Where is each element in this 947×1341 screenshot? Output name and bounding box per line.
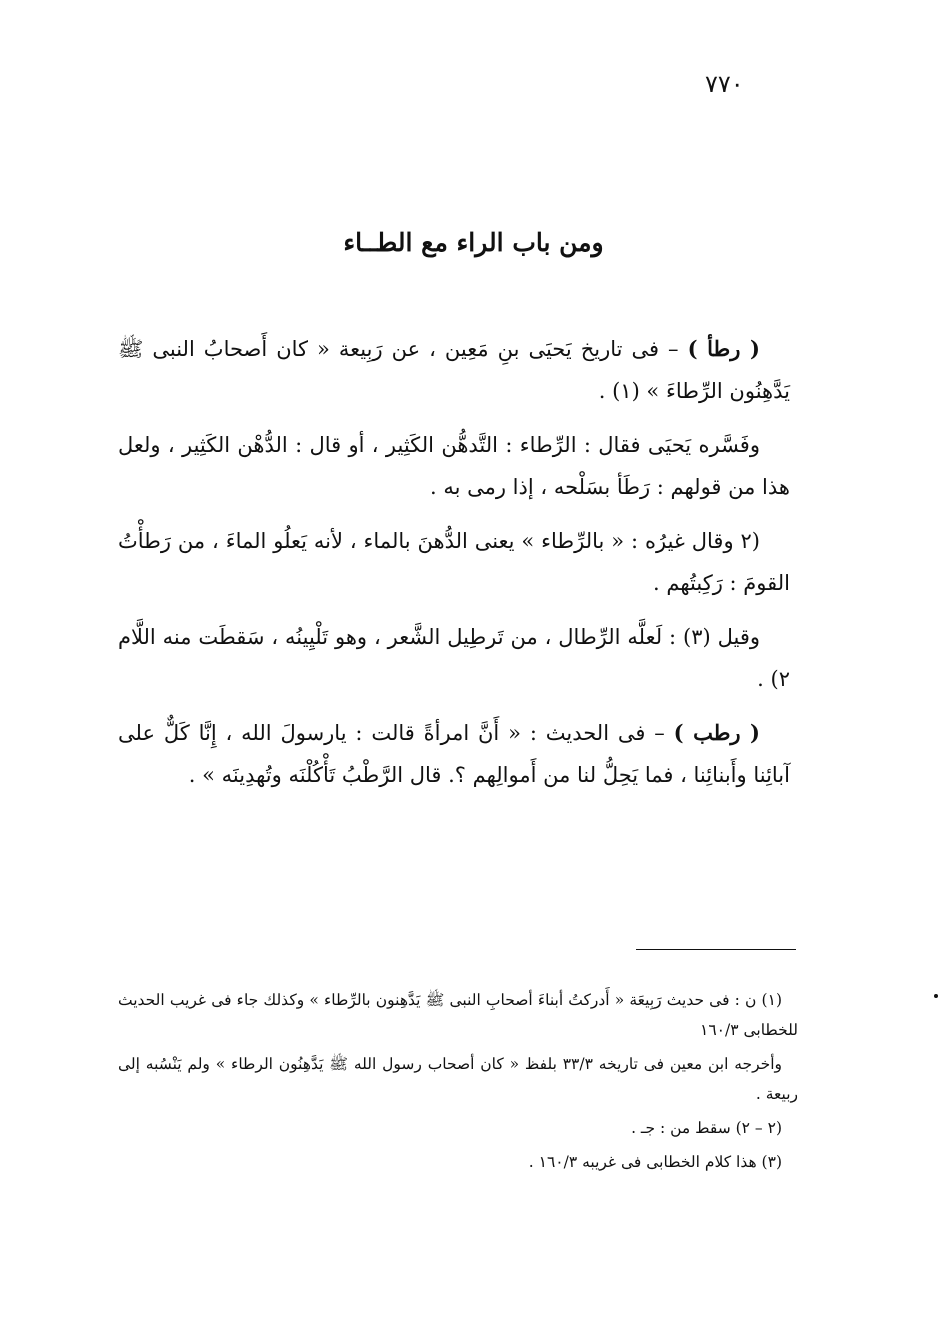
footnote: (٣) هذا كلام الخطابى فى غريبه ١٦٠/٣ . <box>528 1153 782 1171</box>
footnote: (١) ن : فى حديث رَبِيعَة « أَدركتُ أبناءَ أصحابِ النبى ﷺ يَدَّهِنون بالرِّطاء » وكذلك جاء فى غريب الحديث للخطابى ١٦٠/٣ <box>118 991 798 1039</box>
footnote-separator <box>636 949 796 950</box>
entry-paragraph <box>118 328 790 412</box>
paragraph: وفَسَّره يَحيَى فقال : الرِّطاء : التَّدهُّن الكَثِير ، أو قال : الدُّهْن الكَثِير ، ولعل هذا من قولهم : رَطَأ بسَلْحه ، إذا رمى به . <box>118 433 790 499</box>
entry-headword: ( رطأ ) <box>687 336 760 361</box>
paragraph-text: – فى الحديث : « أَنَّ امرأةً قالت : يارسولَ الله ، إِنَّا كَلٌّ على آبائِنا وأَبنائِنا ، فما يَحِلُّ لنا من أَموالِهم ؟. قال الرَّطْبُ تَأْكُلْنَه وتُهدِينَه » . <box>118 721 790 787</box>
margin-dot <box>934 994 938 998</box>
main-text <box>118 328 790 808</box>
section-heading: ومن باب الراء مع الطــاء <box>343 228 604 257</box>
footnote: وأخرجه ابن معين فى تاريخه ٣٣/٣ بلفظ « كان أصحاب رسول الله ﷺ يَدَّهِنُون الرطاء » ولم يَنْسُبه إلى ربيعة . <box>118 1055 798 1103</box>
paragraph: وقيل (٣) : لَعلَّه الرِّطال ، من تَرطِيل الشَّعر ، وهو تَلْيِينُه ، سَقطَت منه اللَّام ٢) . <box>118 625 790 691</box>
entry-headword: ( رطب ) <box>673 720 760 745</box>
paragraph-text: – فى تاريخ يَحيَى بنِ مَعِين ، عن رَبِيعة « كان أَصحابُ النبى ﷺ يَدَّهِنُون الرِّطاءَ » (١) . <box>118 337 790 403</box>
footnote: (٢ – ٢) سقط من : جـ . <box>631 1119 782 1137</box>
footnotes <box>118 985 798 1181</box>
entry-paragraph <box>118 712 790 796</box>
paragraph: (٢ وقال غيرُه : « بالرِّطاء » يعنى الدُّهنَ بالماء ، لأنه يَعلُو الماءَ ، من رَطأْتُ القومَ : رَكِبتُهم . <box>118 529 790 595</box>
page-number: ٧٧٠ <box>705 70 744 98</box>
